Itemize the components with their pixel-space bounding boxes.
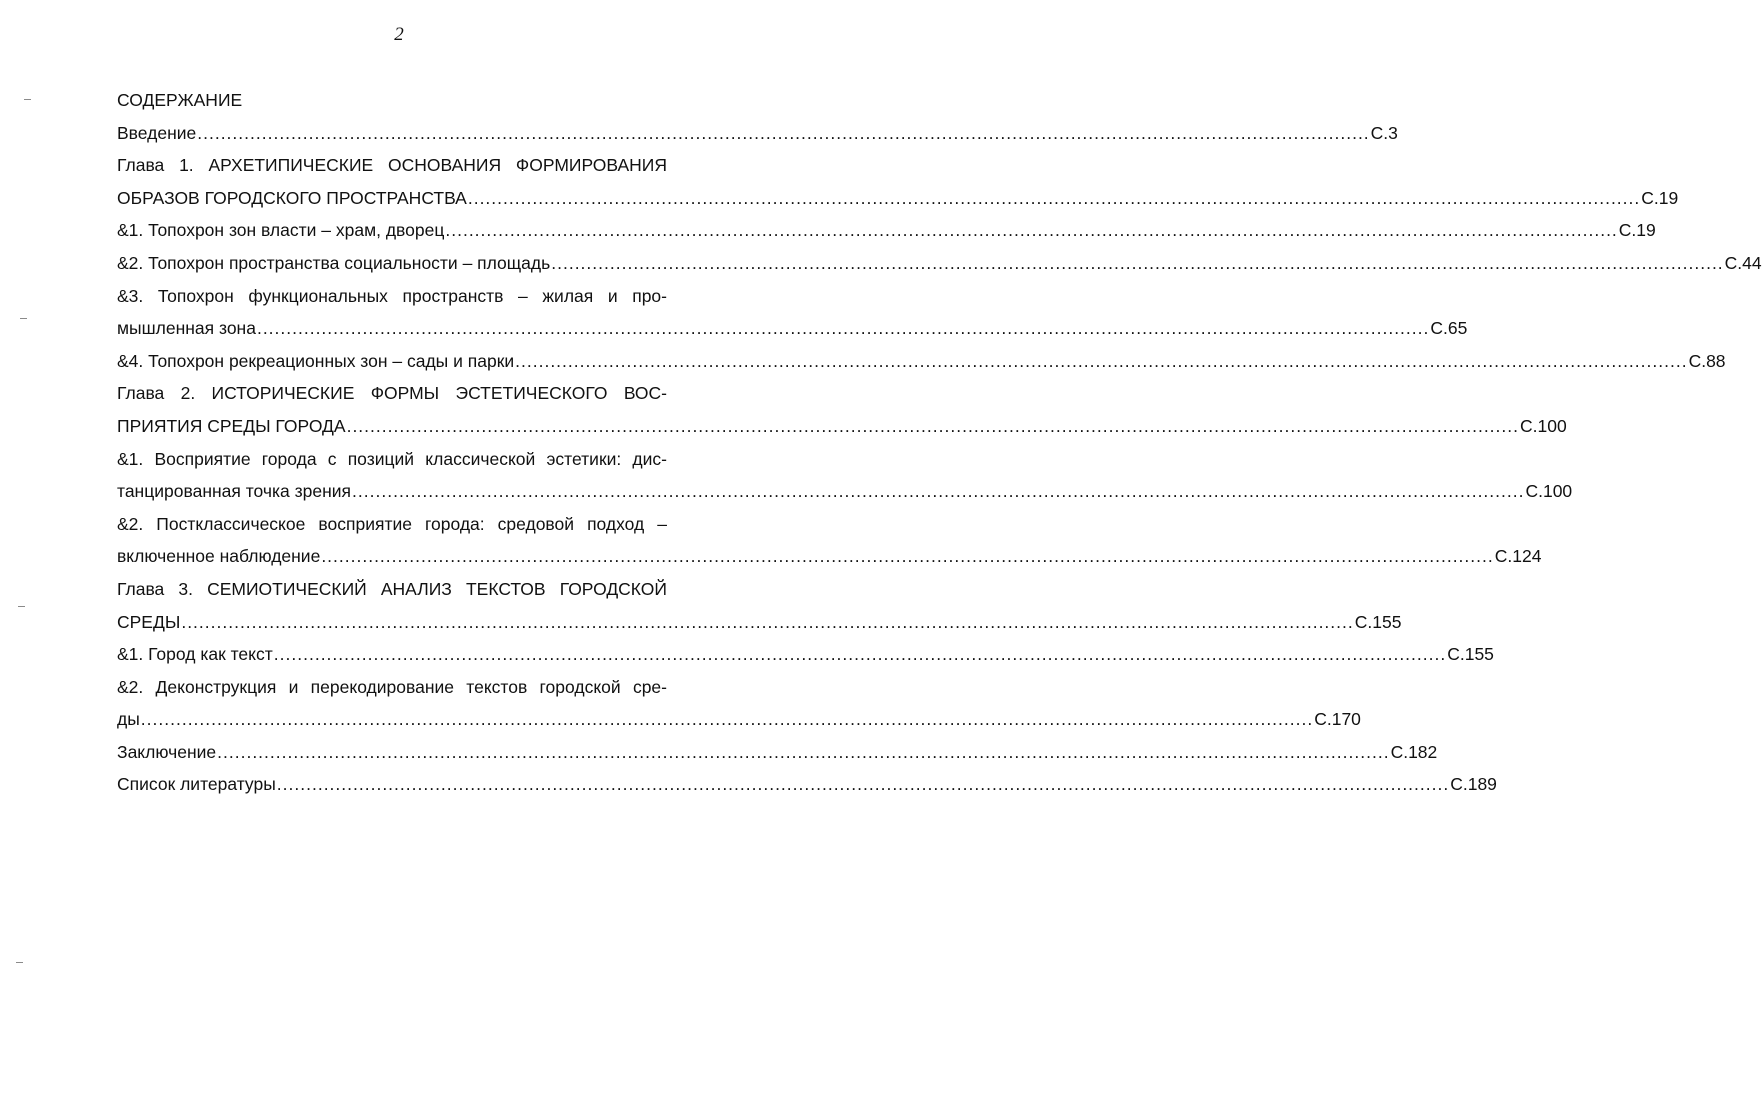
dot-leader: ........................................................................................................................................................................................................ [352,481,1525,502]
toc-entry [117,768,1497,801]
dot-leader: ........................................................................................................................................................................................................ [273,644,1447,665]
toc-entry-title: СРЕДЫ [117,611,181,632]
toc-entry-page: С.124 [1494,546,1542,567]
toc-entry-line: Глава 2. ИСТОРИЧЕСКИЕ ФОРМЫ ЭСТЕТИЧЕСКОГО ВОС- [117,383,667,404]
toc-entry-page: С.88 [1688,350,1726,371]
toc-entry-line: &1. Восприятие города с позиций классической эстетики: дис- [117,448,667,469]
toc-entry-line: &3. Топохрон функциональных пространств – жилая и про- [117,285,667,306]
table-of-contents [117,84,1762,801]
toc-entry [117,247,1762,280]
toc-entry-page: С.19 [1618,220,1656,241]
dot-leader: ........................................................................................................................................................................................................ [445,220,1618,241]
dot-leader: ........................................................................................................................................................................................................ [467,187,1641,208]
toc-entry-page: С.19 [1641,187,1679,208]
toc-entry-title: Список литературы [117,774,276,795]
dot-leader: ........................................................................................................................................................................................................ [256,318,1430,339]
dot-leader: ........................................................................................................................................................................................................ [276,774,1450,795]
toc-entry [117,606,1402,639]
toc-entry-title: &2. Топохрон пространства социальности – площадь [117,252,551,273]
dot-leader: ........................................................................................................................................................................................................ [140,709,1314,730]
toc-entry-title: Заключение [117,741,217,762]
toc-entry-title: ды [117,709,140,730]
toc-entry-page: С.65 [1430,318,1468,339]
margin-mark [16,962,23,963]
toc-entry [117,638,1494,671]
toc-heading: СОДЕРЖАНИЕ [117,90,243,110]
toc-entry-title: ОБРАЗОВ ГОРОДСКОГО ПРОСТРАНСТВА [117,187,467,208]
toc-entry-title: включенное наблюдение [117,546,321,567]
toc-entry-page: С.182 [1390,741,1438,762]
toc-entry-title: танцированная точка зрения [117,481,352,502]
toc-entry-title: ПРИЯТИЯ СРЕДЫ ГОРОДА [117,415,346,436]
dot-leader: ........................................................................................................................................................................................................ [181,611,1354,632]
toc-entry [117,736,1438,769]
toc-entry [117,312,1468,345]
toc-entry-title: Введение [117,122,197,143]
toc-entry [117,703,1361,736]
margin-mark [18,606,25,607]
margin-mark [24,99,31,100]
toc-entry-page: С.44 [1724,252,1762,273]
toc-entry [117,475,1573,508]
toc-entry [117,182,1679,215]
toc-entry-page: С.100 [1525,481,1573,502]
dot-leader: ........................................................................................................................................................................................................ [321,546,1494,567]
toc-entry-title: &4. Топохрон рекреационных зон – сады и парки [117,350,515,371]
toc-entry-title: мышленная зона [117,318,256,339]
dot-leader: ........................................................................................................................................................................................................ [346,415,1519,436]
toc-entry [117,117,1398,150]
toc-entry [117,410,1567,443]
toc-entry-page: С.155 [1354,611,1402,632]
margin-mark [20,318,27,319]
toc-entry [117,214,1656,247]
toc-entry-line: &2. Деконструкция и перекодирование текстов городской сре- [117,676,667,697]
toc-entry-page: С.189 [1450,774,1497,795]
toc-entry-line: &2. Постклассическое восприятие города: средовой подход – [117,513,667,534]
toc-entry-title: &1. Топохрон зон власти – храм, дворец [117,220,445,241]
page-number: 2 [394,24,404,45]
dot-leader: ........................................................................................................................................................................................................ [197,122,1370,143]
dot-leader: ........................................................................................................................................................................................................ [551,252,1724,273]
toc-entry-page: С.100 [1520,415,1567,436]
toc-entry-line: Глава 1. АРХЕТИПИЧЕСКИЕ ОСНОВАНИЯ ФОРМИРОВАНИЯ [117,155,667,176]
dot-leader: ........................................................................................................................................................................................................ [217,741,1390,762]
toc-entry-title: &1. Город как текст [117,644,273,665]
toc-entry [117,345,1726,378]
toc-entry-line: Глава 3. СЕМИОТИЧЕСКИЙ АНАЛИЗ ТЕКСТОВ ГОРОДСКОЙ [117,578,667,599]
toc-entry-page: С.155 [1447,644,1494,665]
toc-entry [117,540,1542,573]
toc-entries [117,117,1762,801]
toc-entry-page: С.3 [1370,122,1398,143]
dot-leader: ........................................................................................................................................................................................................ [515,350,1688,371]
toc-entry-page: С.170 [1314,709,1361,730]
